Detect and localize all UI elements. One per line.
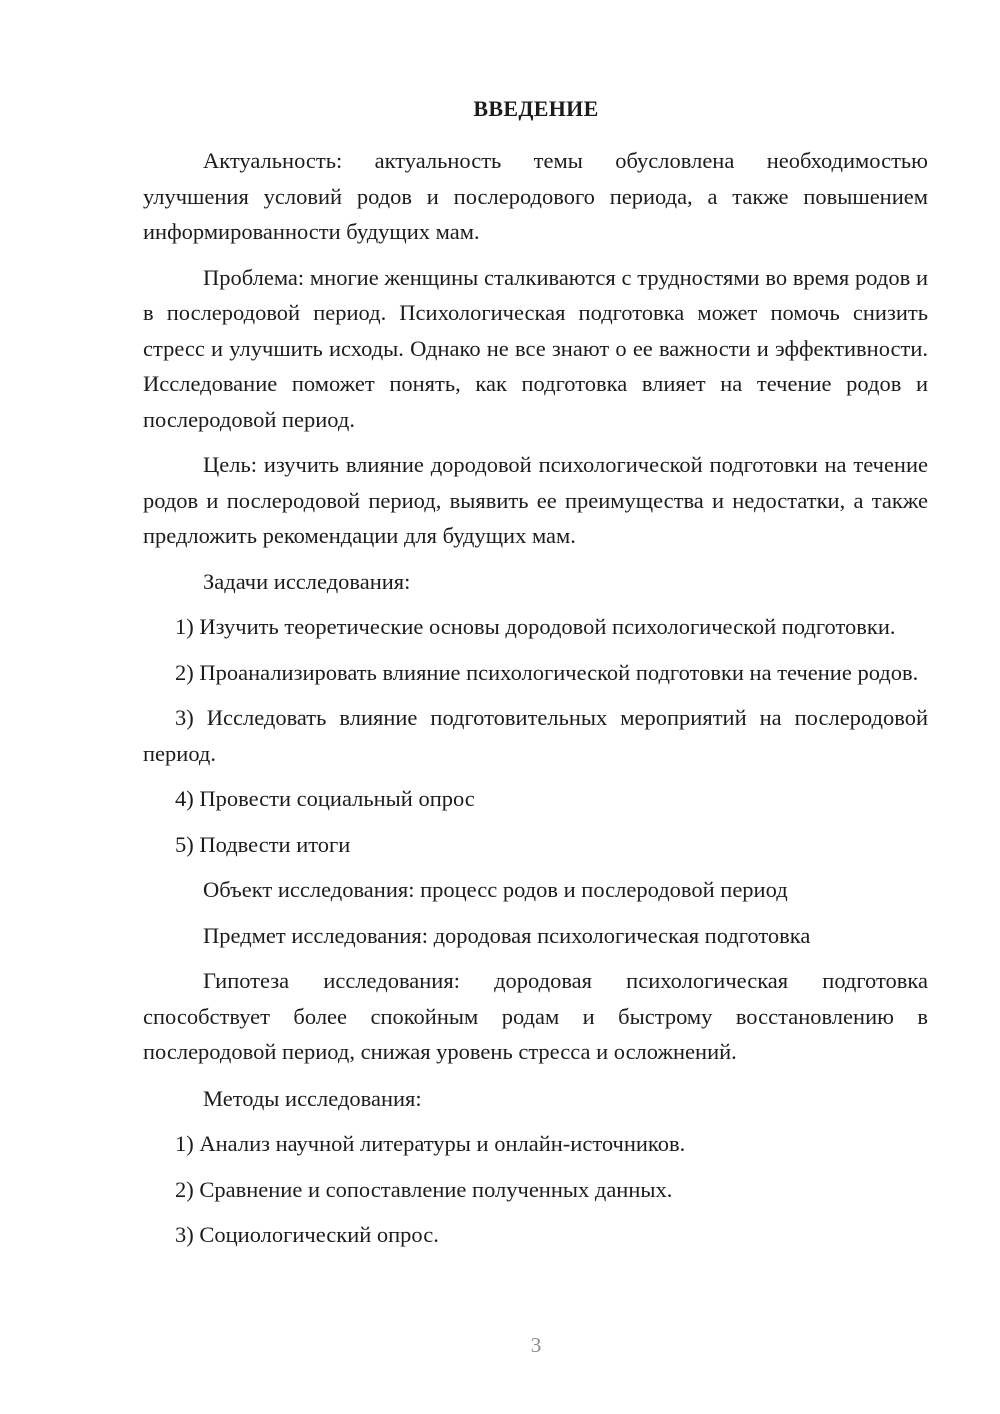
page-title: ВВЕДЕНИЕ — [473, 96, 599, 121]
methods-heading: Методы исследования: — [203, 1085, 422, 1111]
page-number: 3 — [530, 1333, 542, 1357]
task-item: 5) Подвести итоги — [175, 831, 351, 857]
method-item: 3) Социологический опрос. — [175, 1222, 439, 1247]
paragraph-problem: Проблема: многие женщины сталкиваются с трудностями во время родов и в послеродовой период. Психологическая подготовка может помочь снизить стресс и улучшить исходы. Однако не все знают о ее важности и эффективности. Исследование поможет понять, как подготовка влияет на течение родов и послеродовой период. — [143, 264, 928, 432]
paragraph-hypothesis: Гипотеза исследования: дородовая психологическая подготовка способствует более спокойным родам и быстрому восстановлению в послеродовой период, снижая уровень стресса и осложнений. — [143, 968, 928, 1064]
task-item: 1) Изучить теоретические основы дородовой психологической подготовки. — [175, 614, 896, 639]
method-item: 1) Анализ научной литературы и онлайн-источников. — [175, 1131, 686, 1156]
document-body — [143, 143, 928, 1253]
task-item: 4) Провести социальный опрос — [175, 786, 475, 811]
task-item: 2) Проанализировать влияние психологической подготовки на течение родов. — [175, 659, 919, 685]
paragraph-goal: Цель: изучить влияние дородовой психологической подготовки на течение родов и послеродовой период, выявить ее преимущества и недостатки, а также предложить рекомендации для будущих мам. — [143, 452, 928, 548]
method-item: 2) Сравнение и сопоставление полученных данных. — [175, 1176, 673, 1202]
paragraph-object: Объект исследования: процесс родов и послеродовой период — [203, 877, 788, 902]
tasks-heading: Задачи исследования: — [203, 568, 411, 594]
paragraph-subject: Предмет исследования: дородовая психологическая подготовка — [203, 922, 811, 948]
task-item: 3) Исследовать влияние подготовительных мероприятий на послеродовой период. — [143, 705, 928, 766]
paragraph-relevance: Актуальность: актуальность темы обусловлена необходимостью улучшения условий родов и послеродового периода, а также повышением информированности будущих мам. — [143, 148, 928, 244]
